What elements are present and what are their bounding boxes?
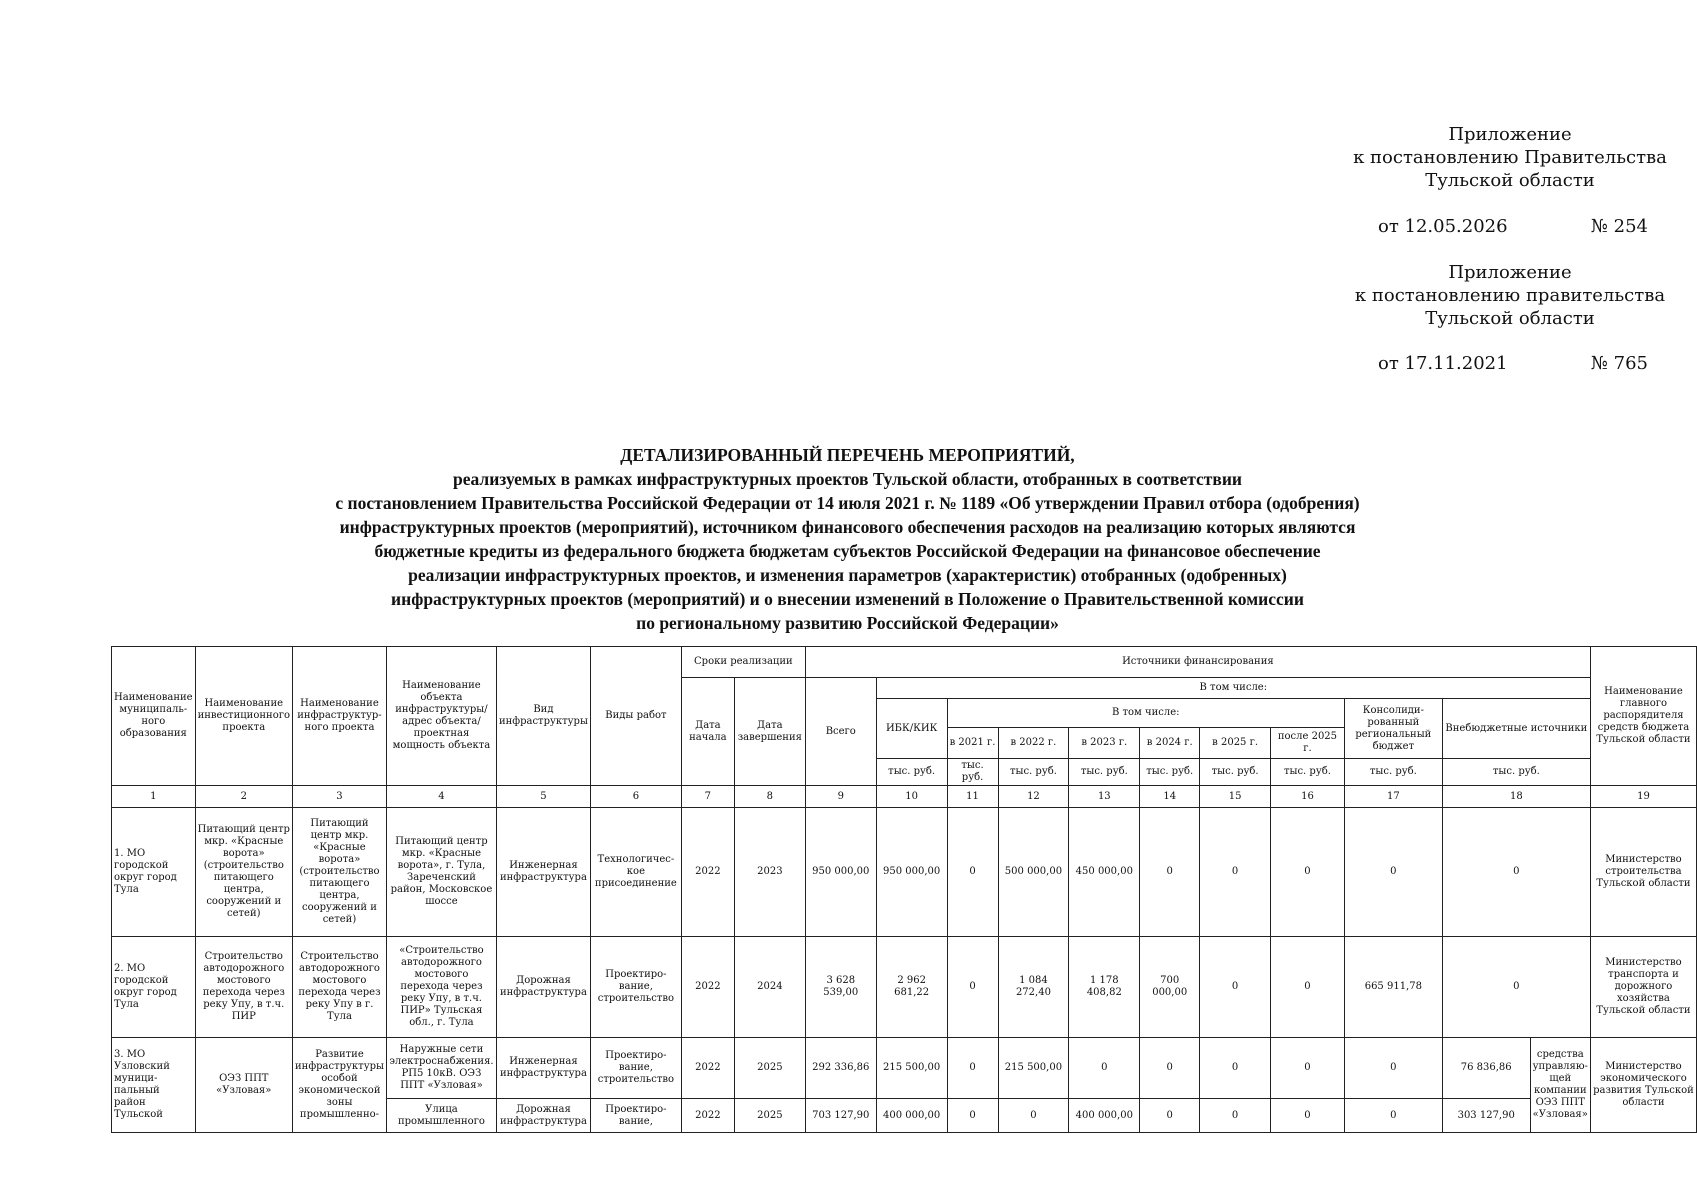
total-cell: 3 628 539,00 (805, 937, 876, 1038)
consolidated-cell: 0 (1344, 808, 1442, 937)
invest-project-cell: ОЭЗ ППТ «Узловая» (195, 1038, 292, 1133)
header-cell: Наименование объекта инфраструктуры/ адрес объекта/ проектная мощность объекта (386, 647, 496, 786)
extrabudget-cell: 0 (1442, 808, 1590, 937)
work-type-cell: Проектиро-вание, (590, 1099, 681, 1133)
header-cell: Наименование муниципаль-ного образования (112, 647, 196, 786)
title-line: инфраструктурных проектов (мероприятий) и о внесении изменений в Положение о Правительственной комиссии (391, 589, 1304, 609)
start-year-cell: 2022 (681, 808, 734, 937)
municipality: МО городской округ город Тула (114, 848, 177, 895)
title-line: инфраструктурных проектов (мероприятий), источником финансового обеспечения расходов на реализацию которых являются (339, 517, 1356, 537)
appendix-line: Приложение (1448, 262, 1572, 283)
consolidated-cell: 0 (1344, 1099, 1442, 1133)
work-type-cell: Проектиро-вание, строительство (590, 937, 681, 1038)
ibk-cell: 400 000,00 (876, 1099, 947, 1133)
header-cell: Сроки реализации (681, 647, 805, 678)
document-title (110, 443, 1585, 635)
header-cell: Источники финансирования (805, 647, 1590, 678)
title-line: ДЕТАЛИЗИРОВАННЫЙ ПЕРЕЧЕНЬ МЕРОПРИЯТИЙ, (620, 445, 1075, 465)
y2025-cell: 0 (1200, 808, 1271, 937)
ibk-cell: 2 962 681,22 (876, 937, 947, 1038)
resolution-date-number-old (1378, 353, 1648, 374)
table-row (112, 937, 1697, 1038)
unit-cell: тыс. руб. (1140, 759, 1200, 786)
invest-project-cell: Строительство автодорожного мостового перехода через реку Упу, в т.ч. ПИР (195, 937, 292, 1038)
measures-table (111, 646, 1697, 1133)
unit-cell: тыс. руб. (1271, 759, 1345, 786)
unit-cell: тыс. руб. (1442, 759, 1590, 786)
resolution-date: от 17.11.2021 (1378, 353, 1508, 374)
column-number: 5 (496, 786, 590, 808)
row-index: 3. (114, 1049, 124, 1060)
y2024-cell: 0 (1140, 1038, 1200, 1099)
object-cell: Питающий центр мкр. «Красные ворота», г. Тула, Зареченский район, Московское шоссе (386, 808, 496, 937)
header-cell: в 2021 г. (947, 728, 998, 759)
table-row (112, 1038, 1697, 1099)
title-line: по региональному развитию Российской Федерации» (636, 613, 1059, 633)
infra-type-cell: Дорожная инфраструктура (496, 937, 590, 1038)
unit-cell: тыс. руб. (876, 759, 947, 786)
header-cell: Виды работ (590, 647, 681, 786)
column-number: 10 (876, 786, 947, 808)
table-row (112, 808, 1697, 937)
unit-cell: тыс. руб. (1200, 759, 1271, 786)
object-cell: Наружные сети электроснабжения. РП5 10кВ. ОЭЗ ППТ «Узловая» (386, 1038, 496, 1099)
end-year-cell: 2025 (734, 1038, 805, 1099)
invest-project-cell: Питающий центр мкр. «Красные ворота» (строительство питающего центра, сооружений и сетей) (195, 808, 292, 937)
work-type-cell: Проектиро-вание, строительство (590, 1038, 681, 1099)
infra-type-cell: Инженерная инфраструктура (496, 808, 590, 937)
column-number: 6 (590, 786, 681, 808)
start-year-cell: 2022 (681, 937, 734, 1038)
y2023-cell: 1 178 408,82 (1069, 937, 1140, 1038)
y2025-cell: 0 (1200, 1099, 1271, 1133)
object-cell: «Строительство автодорожного мостового перехода через реку Упу, в т.ч. ПИР» Тульская обл., г. Тула (386, 937, 496, 1038)
header-cell: в 2023 г. (1069, 728, 1140, 759)
column-number: 1 (112, 786, 196, 808)
y2023-cell: 400 000,00 (1069, 1099, 1140, 1133)
resolution-number: № 254 (1590, 216, 1648, 237)
header-cell: Внебюджетные источники (1442, 699, 1590, 759)
appendix-line: Приложение (1448, 124, 1572, 145)
infra-project-cell: Питающий центр мкр. «Красные ворота» (строительство питающего центра, сооружений и сетей) (292, 808, 386, 937)
municipality: МО Узловский муници-пальный район Тульской (114, 1049, 170, 1120)
header-cell: Вид инфраструктуры (496, 647, 590, 786)
header-cell: Наименование инвестиционного проекта (195, 647, 292, 786)
header-cell: в 2025 г. (1200, 728, 1271, 759)
after2025-cell: 0 (1271, 937, 1345, 1038)
y2024-cell: 0 (1140, 1099, 1200, 1133)
consolidated-cell: 0 (1344, 1038, 1442, 1099)
header-cell: в 2024 г. (1140, 728, 1200, 759)
infra-project-cell: Развитие инфраструктуры особой экономической зоны промышленно- (292, 1038, 386, 1133)
infra-type-cell: Дорожная инфраструктура (496, 1099, 590, 1133)
y2022-cell: 215 500,00 (998, 1038, 1069, 1099)
after2025-cell: 0 (1271, 1038, 1345, 1099)
column-number: 4 (386, 786, 496, 808)
title-line: реализации инфраструктурных проектов, и изменения параметров (характеристик) отобранных (одобренных) (408, 565, 1287, 585)
object-cell: Улица промышленного (386, 1099, 496, 1133)
header-cell: в 2022 г. (998, 728, 1069, 759)
header-cell: Консолиди-рованный региональный бюджет (1344, 699, 1442, 759)
appendix-block-old (1330, 261, 1690, 330)
column-number: 12 (998, 786, 1069, 808)
municipality-cell (112, 1038, 196, 1133)
title-line: бюджетные кредиты из федерального бюджета бюджетам субъектов Российской Федерации на финансовое обеспечение (374, 541, 1321, 561)
y2021-cell: 0 (947, 808, 998, 937)
y2021-cell: 0 (947, 1099, 998, 1133)
unit-cell: тыс. руб. (947, 759, 998, 786)
y2024-cell: 0 (1140, 808, 1200, 937)
after2025-cell: 0 (1271, 808, 1345, 937)
unit-cell: тыс. руб. (1069, 759, 1140, 786)
manager-cell: Министерство экономического развития Тульской области (1590, 1038, 1696, 1133)
unit-cell: тыс. руб. (1344, 759, 1442, 786)
column-number: 17 (1344, 786, 1442, 808)
infra-type-cell: Инженерная инфраструктура (496, 1038, 590, 1099)
unit-cell: тыс. руб. (998, 759, 1069, 786)
header-cell: ИБК/КИК (876, 699, 947, 759)
end-year-cell: 2025 (734, 1099, 805, 1133)
total-cell: 703 127,90 (805, 1099, 876, 1133)
y2021-cell: 0 (947, 937, 998, 1038)
extrabudget-cell: 303 127,90 (1442, 1099, 1530, 1133)
column-number: 2 (195, 786, 292, 808)
column-number: 19 (1590, 786, 1696, 808)
column-number: 7 (681, 786, 734, 808)
total-cell: 292 336,86 (805, 1038, 876, 1099)
extrabudget-cell: 76 836,86 (1442, 1038, 1530, 1099)
column-number: 18 (1442, 786, 1590, 808)
y2025-cell: 0 (1200, 1038, 1271, 1099)
extrabudget-cell: 0 (1442, 937, 1590, 1038)
header-cell: Наименование главного распорядителя средств бюджета Тульской области (1590, 647, 1696, 786)
appendix-block-new (1330, 123, 1690, 192)
y2022-cell: 1 084 272,40 (998, 937, 1069, 1038)
header-cell: Дата начала (681, 678, 734, 786)
start-year-cell: 2022 (681, 1038, 734, 1099)
row-index: 1. (114, 848, 124, 859)
resolution-number: № 765 (1590, 353, 1648, 374)
ibk-cell: 215 500,00 (876, 1038, 947, 1099)
row-index: 2. (114, 963, 124, 974)
column-number: 15 (1200, 786, 1271, 808)
table-header-row (112, 647, 1697, 678)
municipality-cell (112, 937, 196, 1038)
infra-project-cell: Строительство автодорожного мостового перехода через реку Упу в г. Тула (292, 937, 386, 1038)
title-line: реализуемых в рамках инфраструктурных проектов Тульской области, отобранных в соответствии (452, 469, 1243, 489)
column-number: 14 (1140, 786, 1200, 808)
appendix-line: Тульской области (1425, 308, 1595, 329)
y2022-cell: 500 000,00 (998, 808, 1069, 937)
work-type-cell: Технологичес-кое присоединение (590, 808, 681, 937)
manager-cell: Министерство транспорта и дорожного хозяйства Тульской области (1590, 937, 1696, 1038)
y2022-cell: 0 (998, 1099, 1069, 1133)
ibk-cell: 950 000,00 (876, 808, 947, 937)
header-cell: В том числе: (876, 678, 1590, 699)
consolidated-cell: 665 911,78 (1344, 937, 1442, 1038)
after2025-cell: 0 (1271, 1099, 1345, 1133)
end-year-cell: 2023 (734, 808, 805, 937)
y2024-cell: 700 000,00 (1140, 937, 1200, 1038)
end-year-cell: 2024 (734, 937, 805, 1038)
column-number: 16 (1271, 786, 1345, 808)
y2023-cell: 0 (1069, 1038, 1140, 1099)
column-number: 11 (947, 786, 998, 808)
appendix-line: Тульской области (1425, 170, 1595, 191)
start-year-cell: 2022 (681, 1099, 734, 1133)
header-cell: В том числе: (947, 699, 1344, 728)
header-cell: Наименование инфраструктур-ного проекта (292, 647, 386, 786)
municipality: МО городской округ город Тула (114, 963, 177, 1010)
resolution-date-number-new (1378, 216, 1648, 237)
column-number: 13 (1069, 786, 1140, 808)
title-line: с постановлением Правительства Российской Федерации от 14 июля 2021 г. № 1189 «Об утверждении Правил отбора (одобрения) (335, 493, 1360, 513)
header-cell: Дата завершения (734, 678, 805, 786)
column-number: 9 (805, 786, 876, 808)
y2023-cell: 450 000,00 (1069, 808, 1140, 937)
appendix-line: к постановлению правительства (1354, 285, 1666, 306)
header-cell: после 2025 г. (1271, 728, 1345, 759)
manager-cell: Министерство строительства Тульской области (1590, 808, 1696, 937)
y2025-cell: 0 (1200, 937, 1271, 1038)
resolution-date: от 12.05.2026 (1378, 216, 1508, 237)
column-number-row (112, 786, 1697, 808)
extrabudget-source-cell: средства управляю-щей компании ОЭЗ ППТ «Узловая» (1530, 1038, 1590, 1133)
column-number: 8 (734, 786, 805, 808)
y2021-cell: 0 (947, 1038, 998, 1099)
municipality-cell (112, 808, 196, 937)
header-cell: Всего (805, 678, 876, 786)
appendix-line: к постановлению Правительства (1353, 147, 1667, 168)
total-cell: 950 000,00 (805, 808, 876, 937)
column-number: 3 (292, 786, 386, 808)
